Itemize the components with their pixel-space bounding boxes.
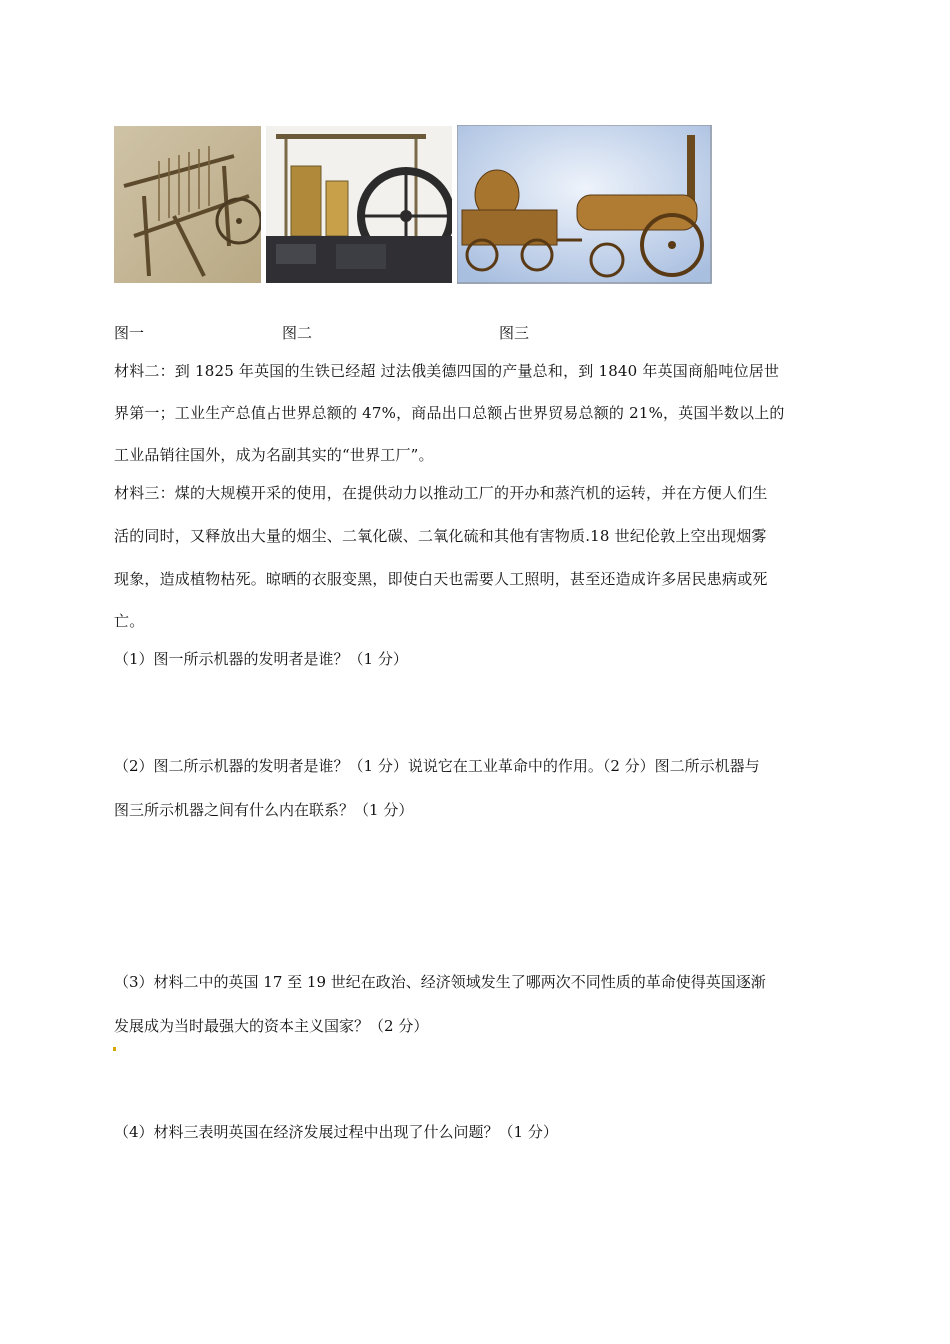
question-4: （4）材料三表明英国在经济发展过程中出现了什么问题？（1 分）: [114, 1123, 558, 1141]
figure-1-caption: 图一: [114, 324, 145, 342]
spinning-jenny-illustration: [114, 126, 261, 283]
question-3-line-1: （3）材料二中的英国 17 至 19 世纪在政治、经济领域发生了哪两次不同性质的革命使得英国逐渐: [114, 973, 766, 991]
figure-1-spinning-jenny: [114, 126, 261, 283]
material-2-line-1: 材料二：到 1825 年英国的生铁已经超 过法俄美德四国的产量总和，到 1840 年英国商船吨位居世: [114, 362, 780, 380]
material-2-line-3: 工业品销往国外，成为名副其实的“世界工厂”。: [114, 446, 434, 464]
figure-2-steam-engine: [266, 126, 452, 283]
question-3-line-2: 发展成为当时最强大的资本主义国家？（2 分）: [114, 1017, 429, 1035]
material-3-line-3: 现象，造成植物枯死。晾晒的衣服变黑，即使白天也需要人工照明，甚至还造成许多居民患病或死: [114, 570, 768, 588]
figure-3-locomotive: [457, 125, 712, 284]
figure-3-caption: 图三: [499, 324, 530, 342]
stray-mark: [113, 1047, 116, 1051]
figure-2-caption: 图二: [282, 324, 313, 342]
material-3-line-2: 活的同时，又释放出大量的烟尘、二氧化碳、二氧化硫和其他有害物质.18 世纪伦敦上空出现烟雾: [114, 527, 767, 545]
material-3-line-1: 材料三：煤的大规模开采的使用，在提供动力以推动工厂的开办和蒸汽机的运转，并在方便人们生: [114, 484, 768, 502]
question-2-line-2: 图三所示机器之间有什么内在联系？（1 分）: [114, 801, 414, 819]
material-2-line-2: 界第一；工业生产总值占世界总额的 47%，商品出口总额占世界贸易总额的 21%，英国半数以上的: [114, 404, 785, 422]
question-1: （1）图一所示机器的发明者是谁？（1 分）: [114, 650, 408, 668]
question-2-line-1: （2）图二所示机器的发明者是谁？（1 分）说说它在工业革命中的作用。（2 分）图二所示机器与: [114, 757, 760, 775]
material-3-line-4: 亡。: [114, 612, 145, 630]
locomotive-illustration: [457, 125, 712, 284]
steam-engine-illustration: [266, 126, 452, 283]
